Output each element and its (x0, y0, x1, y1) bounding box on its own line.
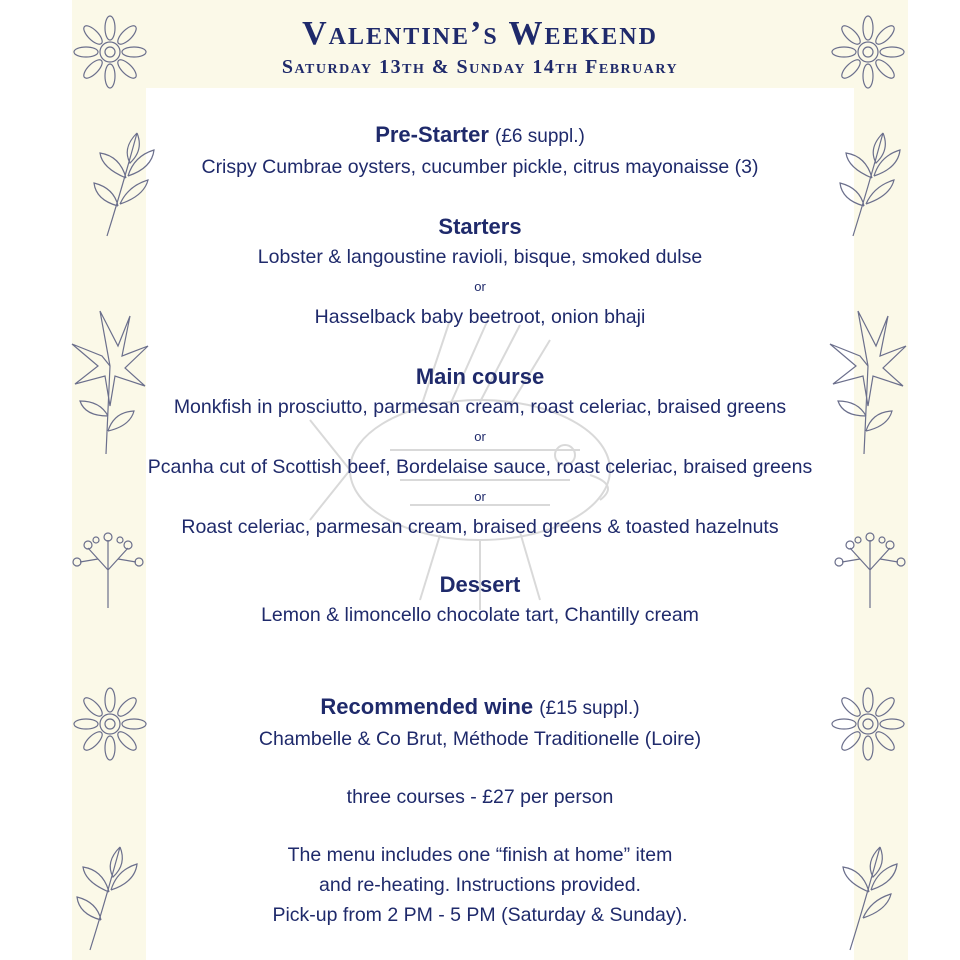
wine-item: Chambelle & Co Brut, Méthode Traditionelle (Loire) (258, 728, 702, 750)
main-item-1: Monkfish in prosciutto, parmesan cream, roast celeriac, braised greens (173, 396, 787, 418)
main-item-2: Pcanha cut of Scottish beef, Bordelaise sauce, roast celeriac, braised greens (147, 456, 813, 478)
main-or-1: or (474, 429, 486, 444)
wine-heading (100, 692, 860, 724)
dessert-item: Lemon & limoncello chocolate tart, Chantilly cream (261, 604, 699, 626)
notes-line-1: The menu includes one “finish at home” item (287, 844, 673, 866)
pre-starter-supplement: (£6 suppl.) (495, 126, 585, 147)
notes-line-2: and re-heating. Instructions provided. (319, 874, 641, 896)
starter-item-1: Lobster & langoustine ravioli, bisque, smoked dulse (257, 246, 703, 268)
pre-starter-heading (100, 120, 860, 152)
pre-starter-item: Crispy Cumbrae oysters, cucumber pickle, citrus mayonaisse (3) (201, 156, 759, 178)
menu-header (0, 14, 960, 80)
dessert-heading: Dessert (439, 572, 521, 597)
main-or-2: or (474, 489, 486, 504)
starters-or: or (474, 279, 486, 294)
menu-subtitle: Saturday 13th & Sunday 14th February (281, 56, 679, 78)
starters-heading: Starters (438, 214, 522, 239)
wine-title: Recommended wine (320, 694, 534, 719)
menu-title: Valentine’s Weekend (302, 15, 658, 52)
menu-body (100, 118, 860, 930)
main-course-heading: Main course (415, 364, 545, 389)
wine-supplement: (£15 suppl.) (539, 698, 640, 719)
starter-item-2: Hasselback baby beetroot, onion bhaji (314, 306, 646, 328)
notes-line-3: Pick-up from 2 PM - 5 PM (Saturday & Sunday). (272, 904, 688, 926)
price-line: three courses - £27 per person (346, 786, 614, 808)
pre-starter-title: Pre-Starter (375, 122, 489, 147)
main-item-3: Roast celeriac, parmesan cream, braised greens & toasted hazelnuts (181, 516, 779, 538)
